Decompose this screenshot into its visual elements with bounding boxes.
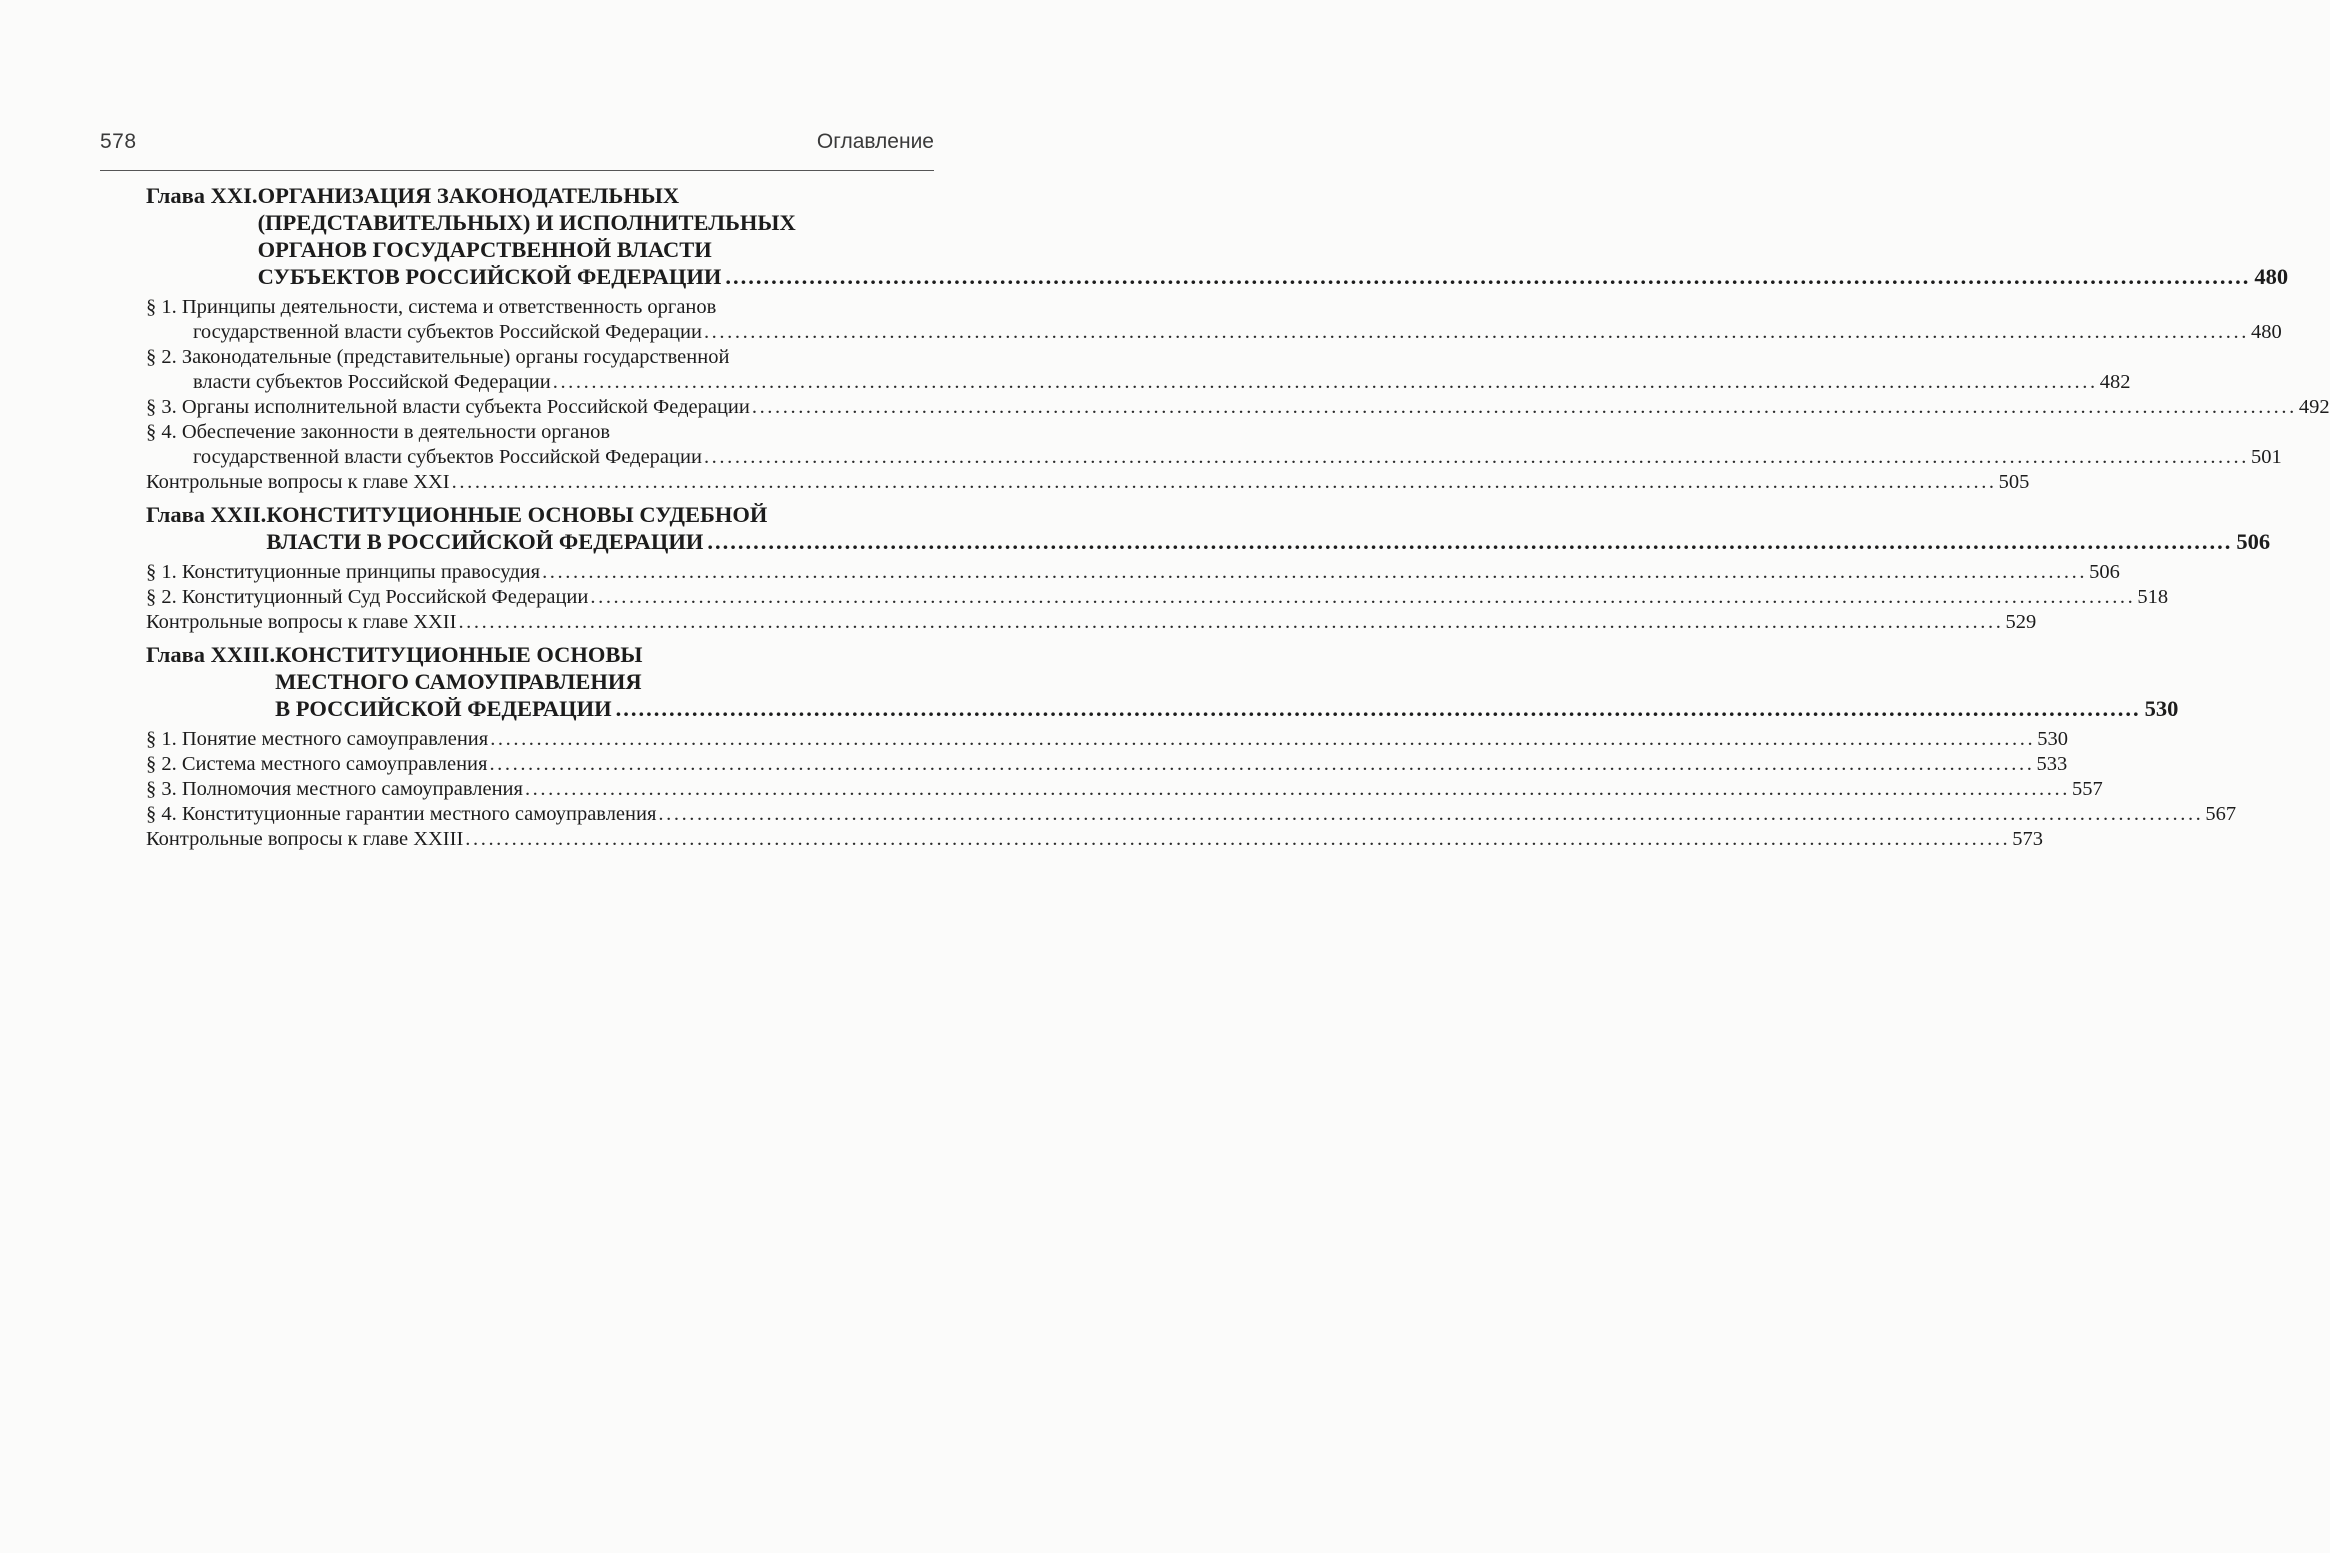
chapter-heading[interactable]	[146, 501, 2271, 555]
chapter-title-line	[258, 263, 2289, 290]
section-title-line	[146, 395, 2330, 420]
section-title-line	[146, 585, 2169, 610]
section-page-number: 506	[2089, 561, 2120, 583]
review-questions-entry[interactable]	[146, 610, 2037, 635]
chapter-heading[interactable]	[146, 641, 2179, 722]
dot-leader: ........................................................................................................................................................................................................	[751, 396, 2297, 418]
chapter-title-text: В РОССИЙСКОЙ ФЕДЕРАЦИИ	[275, 696, 612, 721]
toc-section-entry[interactable]	[146, 752, 2068, 777]
section-title-line	[146, 560, 2120, 585]
section-title-line	[146, 777, 2103, 802]
section-title-line: § 1. Принципы деятельности, система и ответственность органов	[146, 296, 717, 318]
section-page-number: 557	[2071, 778, 2103, 800]
section-page-number: 530	[2037, 728, 2068, 750]
dot-leader: ........................................................................................................................................................................................................	[703, 321, 2249, 343]
section-page-number: 567	[2205, 803, 2237, 825]
chapter-title-line: МЕСТНОГО САМОУПРАВЛЕНИЯ	[275, 669, 642, 694]
chapter-title	[258, 182, 2289, 290]
toc-section-entry[interactable]	[146, 727, 2068, 752]
section-page-number: 482	[2099, 371, 2131, 393]
chapter-label: Глава XXI.	[146, 183, 258, 208]
dot-leader: ........................................................................................................................................................................................................	[615, 696, 2141, 721]
chapter-title-text: ВЛАСТИ В РОССИЙСКОЙ ФЕДЕРАЦИИ	[266, 529, 704, 554]
dot-leader: ........................................................................................................................................................................................................	[552, 371, 2098, 393]
section-page-number: 518	[2137, 586, 2169, 608]
review-questions-line	[146, 610, 2037, 635]
chapter-heading[interactable]	[146, 182, 2289, 290]
chapter-title-line: (ПРЕДСТАВИТЕЛЬНЫХ) И ИСПОЛНИТЕЛЬНЫХ	[257, 210, 796, 235]
running-head	[100, 130, 934, 154]
review-questions-text: Контрольные вопросы к главе XXI	[146, 471, 450, 493]
toc-section-entry[interactable]	[146, 345, 2131, 395]
dot-leader: ........................................................................................................................................................................................................	[725, 264, 2251, 289]
section-title-line	[146, 370, 2131, 395]
dot-leader: ........................................................................................................................................................................................................	[524, 778, 2070, 800]
chapter-title-line	[275, 695, 2178, 722]
dot-leader: ........................................................................................................................................................................................................	[489, 753, 2035, 775]
chapter-title-text: СУБЪЕКТОВ РОССИЙСКОЙ ФЕДЕРАЦИИ	[257, 264, 722, 289]
toc-section-entry[interactable]	[146, 802, 2237, 827]
toc-section-entry[interactable]	[146, 295, 2282, 345]
review-questions-line	[146, 470, 2030, 495]
chapter-title-line: ОРГАНИЗАЦИЯ ЗАКОНОДАТЕЛЬНЫХ	[257, 183, 680, 208]
review-questions-entry[interactable]	[146, 827, 2044, 852]
review-questions-page-number: 529	[2005, 611, 2037, 633]
toc-section-entry[interactable]	[146, 777, 2103, 802]
review-questions-line	[146, 827, 2044, 852]
section-title-text: государственной власти субъектов Российской Федерации	[193, 321, 702, 343]
table-of-contents	[146, 182, 2330, 858]
dot-leader: ........................................................................................................................................................................................................	[658, 803, 2204, 825]
dot-leader: ........................................................................................................................................................................................................	[703, 446, 2249, 468]
dot-leader: ........................................................................................................................................................................................................	[490, 728, 2036, 750]
review-questions-page-number: 573	[2012, 828, 2044, 850]
chapter-title	[266, 501, 2270, 555]
dot-leader: ........................................................................................................................................................................................................	[451, 471, 1997, 493]
chapter-page-number: 480	[2254, 264, 2289, 289]
page-number: 578	[100, 130, 137, 153]
review-questions-entry[interactable]	[146, 470, 2030, 495]
section-page-number: 480	[2250, 321, 2282, 343]
section-page-number: 533	[2036, 753, 2068, 775]
section-title-line	[146, 752, 2068, 777]
toc-section-entry[interactable]	[146, 420, 2282, 470]
chapter-title-line: КОНСТИТУЦИОННЫЕ ОСНОВЫ	[275, 642, 643, 667]
review-questions-text: Контрольные вопросы к главе XXIII	[146, 828, 464, 850]
chapter-title-line: КОНСТИТУЦИОННЫЕ ОСНОВЫ СУДЕБНОЙ	[266, 502, 768, 527]
section-title-text: § 4. Конституционные гарантии местного самоуправления	[146, 803, 657, 825]
dot-leader: ........................................................................................................................................................................................................	[707, 529, 2233, 554]
chapter-label: Глава XXIII.	[146, 642, 276, 667]
section-title-line	[146, 320, 2282, 345]
section-title-line: § 4. Обеспечение законности в деятельности органов	[146, 421, 611, 443]
chapter-title	[275, 641, 2178, 722]
section-page-number: 492	[2298, 396, 2330, 418]
section-title-line: § 2. Законодательные (представительные) органы государственной	[146, 346, 730, 368]
chapter-page-number: 530	[2144, 696, 2179, 721]
section-title-text: § 3. Полномочия местного самоуправления	[146, 778, 523, 800]
chapter-label: Глава XXII.	[146, 502, 267, 527]
dot-leader: ........................................................................................................................................................................................................	[542, 561, 2088, 583]
toc-section-entry[interactable]	[146, 560, 2120, 585]
chapter-title-line	[266, 528, 2270, 555]
review-questions-text: Контрольные вопросы к главе XXII	[146, 611, 457, 633]
section-title-text: § 1. Понятие местного самоуправления	[146, 728, 489, 750]
running-title: Оглавление	[816, 130, 934, 153]
toc-section-entry[interactable]	[146, 395, 2330, 420]
section-title-text: § 1. Конституционные принципы правосудия	[146, 561, 541, 583]
header-rule	[100, 170, 934, 171]
section-title-text: § 3. Органы исполнительной власти субъекта Российской Федерации	[146, 396, 750, 418]
toc-section-entry[interactable]	[146, 585, 2169, 610]
dot-leader: ........................................................................................................................................................................................................	[458, 611, 2004, 633]
dot-leader: ........................................................................................................................................................................................................	[590, 586, 2136, 608]
section-title-line	[146, 727, 2068, 752]
section-title-text: § 2. Конституционный Суд Российской Федерации	[146, 586, 589, 608]
dot-leader: ........................................................................................................................................................................................................	[465, 828, 2011, 850]
chapter-title-line: ОРГАНОВ ГОСУДАРСТВЕННОЙ ВЛАСТИ	[257, 237, 712, 262]
section-title-line	[146, 802, 2237, 827]
section-title-text: власти субъектов Российской Федерации	[193, 371, 551, 393]
section-title-text: государственной власти субъектов Российской Федерации	[193, 446, 702, 468]
section-title-text: § 2. Система местного самоуправления	[146, 753, 488, 775]
review-questions-page-number: 505	[1998, 471, 2030, 493]
section-title-line	[146, 445, 2282, 470]
chapter-page-number: 506	[2236, 529, 2271, 554]
section-page-number: 501	[2250, 446, 2282, 468]
